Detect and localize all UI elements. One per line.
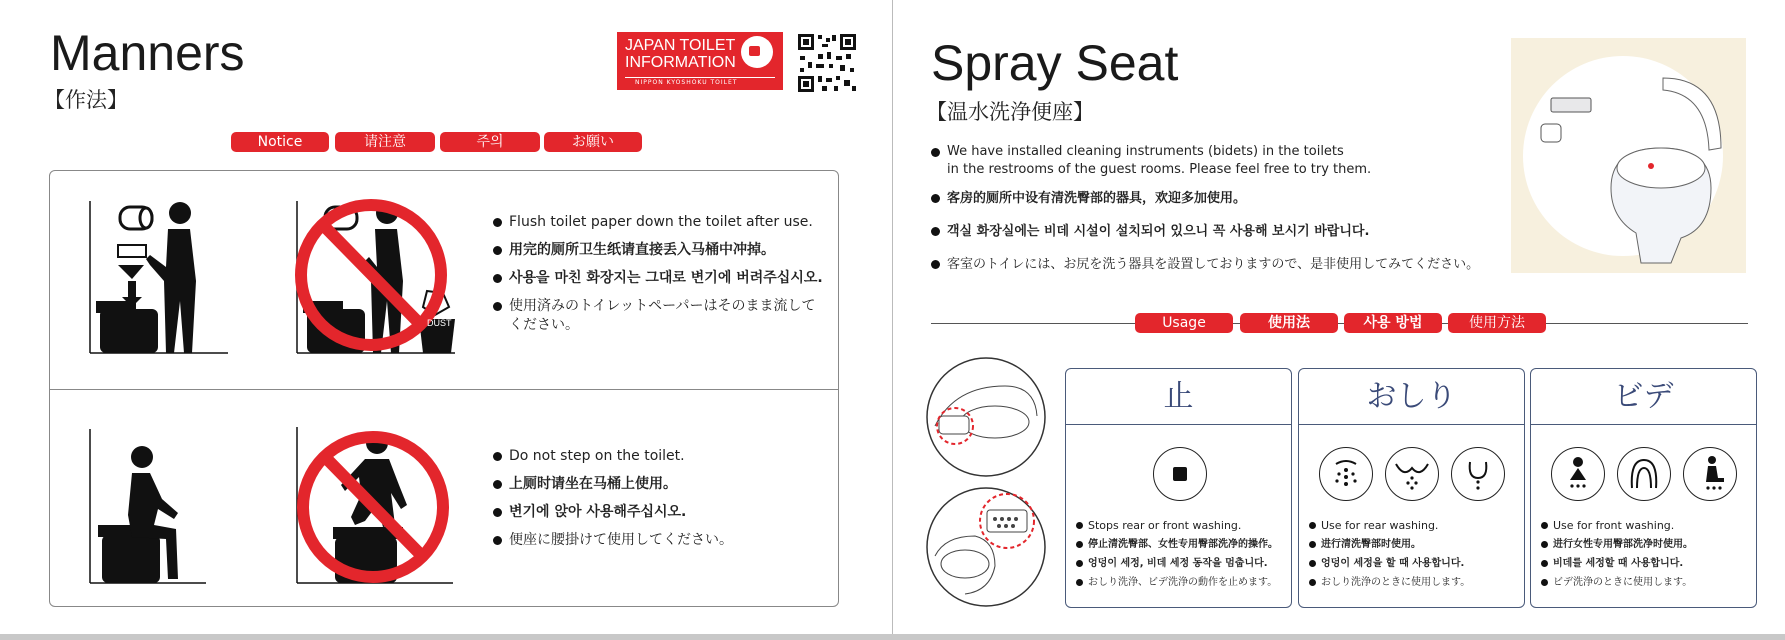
- flush-paper-zh: 用完的厕所卫生纸请直接丢入马桶中冲掉。: [493, 241, 833, 260]
- rear-wash-mode-title: おしり: [1299, 369, 1524, 425]
- stop-mode-title: 止: [1066, 369, 1291, 425]
- intro-ja: 客室のトイレには、お尻を洗う器具を設置しておりますので、是非使用してみてください。: [931, 255, 1491, 274]
- spray-seat-intro: [931, 143, 1491, 283]
- stop-mode-en: Stops rear or front washing.: [1076, 519, 1278, 532]
- notice-label-ja: お願い: [544, 132, 642, 152]
- rear-wash-mode-zh: 进行清洗臀部时使用。: [1309, 538, 1470, 551]
- rear-spray-icon: [1319, 447, 1373, 501]
- bidet-mode-description: [1541, 519, 1693, 595]
- notice-label-ko: 주의: [440, 132, 540, 152]
- no-stepping-ko: 변기에 앉아 사용해주십시오.: [493, 503, 833, 522]
- dust-bin-label: DUST: [427, 318, 452, 328]
- flush-paper-en: Flush toilet paper down the toilet after use.: [493, 213, 833, 232]
- manners-panel: [49, 170, 839, 607]
- bidet-mode-card: [1530, 368, 1757, 608]
- bidet-mode-title: ビデ: [1531, 369, 1756, 425]
- logo-tagline: NIPPON KYOSHOKU TOILET: [635, 79, 738, 86]
- rear-wash-mode-description: [1309, 519, 1470, 595]
- panel-divider: [50, 389, 838, 390]
- seat-panel-closeup-icon: [925, 356, 1047, 478]
- bidet-mode-ja: ビデ洗浄のときに使用します。: [1541, 576, 1693, 589]
- usage-label-zh: 使用法: [1240, 313, 1338, 333]
- usage-label-en: Usage: [1135, 313, 1233, 333]
- no-stepping-zh: 上厕时请坐在马桶上使用。: [493, 475, 833, 494]
- flush-paper-ko: 사용을 마친 화장지는 그대로 변기에 버려주십시오.: [493, 269, 833, 288]
- logo-line2: INFORMATION: [625, 54, 736, 71]
- no-stepping-prohibited-icon: [295, 421, 455, 591]
- flush-paper-ja: 使用済みのトイレットペーパーはそのまま流して ください。: [493, 297, 819, 335]
- intro-zh: 客房的厕所中设有清洗臀部的器具，欢迎多加使用。: [931, 189, 1491, 208]
- seated-bidet-icon: [1683, 447, 1737, 501]
- rear-wash-mode-en: Use for rear washing.: [1309, 519, 1470, 532]
- stop-mode-ko: 엉덩이 세정, 비데 세정 동작을 멈춥니다.: [1076, 557, 1278, 570]
- japan-toilet-information-logo: [617, 32, 783, 90]
- stop-mode-zh: 停止清洗臀部、女性专用臀部洗净的操作。: [1076, 538, 1278, 551]
- stop-mode-description: [1076, 519, 1278, 595]
- usage-label-ja: 使用方法: [1448, 313, 1546, 333]
- woman-face-icon: [1617, 447, 1671, 501]
- stop-mode-ja: おしり洗浄、ビデ洗浄の動作を止めます。: [1076, 576, 1278, 589]
- usage-line: [931, 323, 1748, 324]
- stop-button-icon: [1153, 447, 1207, 501]
- rear-wash-mode-ko: 엉덩이 세정을 할 때 사용합니다.: [1309, 557, 1470, 570]
- usage-label-ko: 사용 방법: [1344, 313, 1442, 333]
- spray-seat-title: Spray Seat: [931, 35, 1179, 91]
- bidet-mode-en: Use for front washing.: [1541, 519, 1693, 532]
- sit-on-toilet-correct-icon: [88, 429, 208, 589]
- stop-mode-card: [1065, 368, 1292, 608]
- rear-wash-mode-card: [1298, 368, 1525, 608]
- no-stepping-ja: 便座に腰掛けて使用してください。: [493, 531, 833, 550]
- notice-label-en: Notice: [231, 132, 329, 152]
- manners-title: Manners: [50, 25, 245, 81]
- bottom-edge: [0, 634, 1785, 640]
- page-gutter: [892, 0, 893, 640]
- intro-ko: 객실 화장실에는 비데 시설이 설치되어 있으니 꼭 사용해 보시기 바랍니다.: [931, 222, 1491, 241]
- qr-code-icon: [796, 32, 858, 94]
- logo-line1: JAPAN TOILET: [625, 37, 736, 54]
- manners-subtitle: 【作法】: [44, 88, 128, 112]
- logo-q-icon: [741, 36, 773, 68]
- flush-paper-correct-icon: [88, 201, 228, 356]
- no-stepping-en: Do not step on the toilet.: [493, 447, 833, 466]
- bidet-mode-ko: 비데를 세정할 때 사용합니다.: [1541, 557, 1693, 570]
- no-stepping-instructions: [493, 447, 833, 559]
- bidet-toilet-illustration-icon: [1511, 38, 1746, 273]
- remote-control-closeup-icon: [925, 486, 1047, 608]
- rear-wash-mode-ja: おしり洗浄のときに使用します。: [1309, 576, 1470, 589]
- bidet-mode-zh: 进行女性专用臀部洗净时使用。: [1541, 538, 1693, 551]
- spray-seat-subtitle: 【温水洗浄便座】: [926, 100, 1094, 124]
- spray-toilet-photo: [1511, 38, 1746, 273]
- flush-paper-instructions: [493, 213, 833, 344]
- intro-en-line2: in the restrooms of the guest rooms. Please feel free to try them.: [947, 162, 1372, 177]
- intro-en: [931, 143, 1491, 179]
- notice-label-zh: 请注意: [335, 132, 435, 152]
- no-dustbin-prohibited-icon: [295, 191, 460, 361]
- woman-bidet-icon: [1551, 447, 1605, 501]
- intro-en-line1: We have installed cleaning instruments (bidets) in the toilets: [947, 144, 1344, 159]
- rear-wash-bottom-icon: [1385, 447, 1439, 501]
- rear-wash-side-icon: [1451, 447, 1505, 501]
